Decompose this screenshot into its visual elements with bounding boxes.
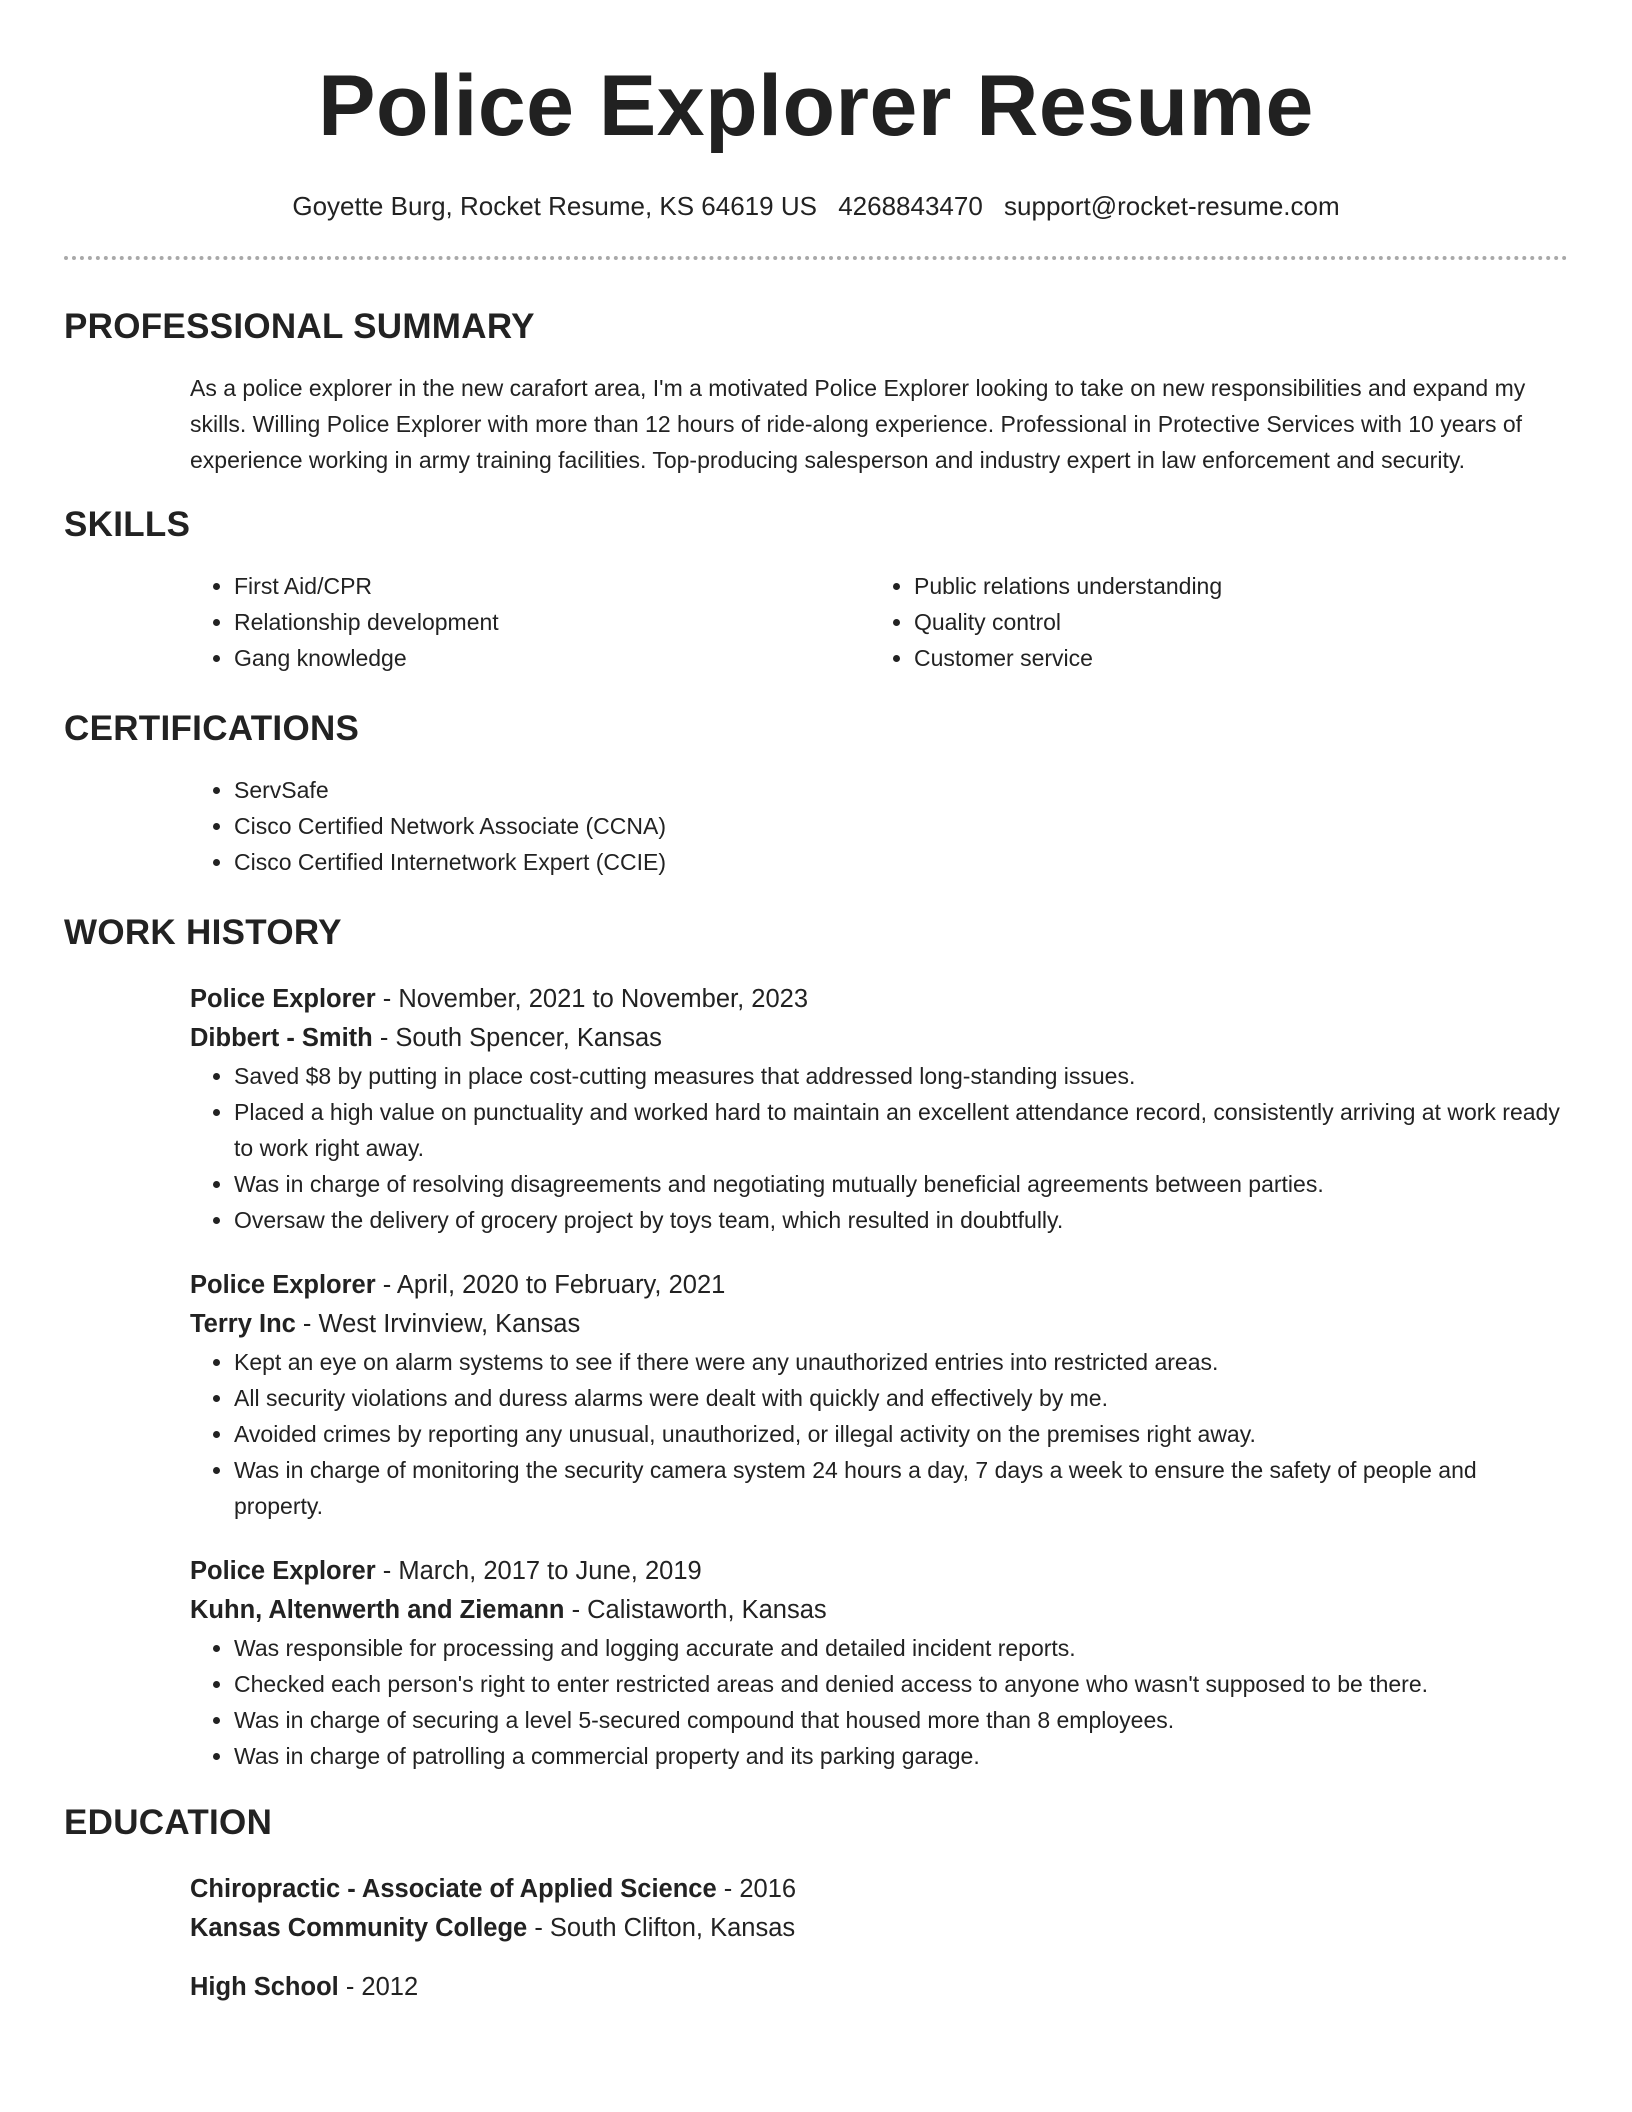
job-bullet: • Kept an eye on alarm systems to see if there were any unauthorized entries into restricted areas. [234,1344,1568,1380]
certifications-list [190,772,1568,880]
job-bullet: • Was in charge of resolving disagreements and negotiating mutually beneficial agreements between parties. [234,1166,1568,1202]
job-bullet: • Was in charge of securing a level 5-secured compound that housed more than 8 employees. [234,1702,1568,1738]
resume-title: Police Explorer Resume [318,58,1314,154]
job-bullet: • Was in charge of monitoring the security camera system 24 hours a day, 7 days a week to ensure the safety of people and property. [234,1452,1568,1524]
contact-line [64,190,1568,222]
job-bullet: • Oversaw the delivery of grocery project by toys team, which resulted in doubtfully. [234,1202,1568,1238]
header-divider [64,256,1568,260]
work-history-list [190,980,1568,1774]
job-bullet: • Was responsible for processing and logging accurate and detailed incident reports. [234,1630,1568,1666]
job-dates: - March, 2017 to June, 2019 [375,1557,702,1585]
job-company: Dibbert - Smith [190,1024,373,1052]
contact-phone: 4268843470 [838,191,983,221]
education-year: - 2016 [716,1875,797,1903]
job-location: - Calistaworth, Kansas [564,1596,827,1624]
certification-item: • ServSafe [234,772,1568,808]
education-degree-line [190,1968,1568,2007]
education-entry [190,1870,1568,1948]
education-degree: Chiropractic - Associate of Applied Science [190,1875,717,1903]
skill-item: • Gang knowledge [234,640,870,676]
job-dates: - November, 2021 to November, 2023 [375,985,809,1013]
job-bullet: • Saved $8 by putting in place cost-cutting measures that addressed long-standing issues. [234,1058,1568,1094]
education-heading: EDUCATION [64,1803,273,1842]
education-school: Kansas Community College [190,1914,528,1942]
summary-heading: PROFESSIONAL SUMMARY [64,307,535,346]
certifications-heading: CERTIFICATIONS [64,709,360,748]
job-entry [190,1266,1568,1524]
education-degree-line [190,1870,1568,1909]
job-title: Police Explorer [190,1557,376,1585]
job-bullet: • Was in charge of patrolling a commercial property and its parking garage. [234,1738,1568,1774]
job-company: Terry Inc [190,1310,296,1338]
job-company-line [190,1591,1568,1630]
job-title-line [190,980,1568,1019]
job-company-line [190,1305,1568,1344]
education-location: - South Clifton, Kansas [527,1914,796,1942]
job-bullet: • Placed a high value on punctuality and worked hard to maintain an excellent attendance record, consistently arriving at work ready to work right away. [234,1094,1568,1166]
job-bullet: • All security violations and duress alarms were dealt with quickly and effectively by me. [234,1380,1568,1416]
education-school-line [190,1909,1568,1948]
skill-item: • First Aid/CPR [234,568,870,604]
skill-item: • Relationship development [234,604,870,640]
job-bullets [190,1058,1568,1238]
skills-column-left [190,568,870,676]
education-list [190,1870,1568,2007]
job-dates: - April, 2020 to February, 2021 [375,1271,726,1299]
job-location: - West Irvinview, Kansas [295,1310,581,1338]
skills-list [190,568,1568,676]
job-location: - South Spencer, Kansas [372,1024,662,1052]
certification-item: • Cisco Certified Internetwork Expert (CCIE) [234,844,1568,880]
job-entry [190,980,1568,1238]
work-history-heading: WORK HISTORY [64,913,342,952]
skill-item: • Quality control [914,604,1550,640]
job-title-line [190,1266,1568,1305]
job-entry [190,1552,1568,1774]
skill-item: • Public relations understanding [914,568,1550,604]
job-company: Kuhn, Altenwerth and Ziemann [190,1596,565,1624]
summary-text: As a police explorer in the new carafort area, I'm a motivated Police Explorer looking to take on new responsibilities and expand my skills. Willing Police Explorer with more than 12 hours of ride-along experience. Professional in Protective Services with 10 years of experience working in army training facilities. Top-producing salesperson and industry expert in law enforcement and security. [190,375,1526,473]
job-bullet: • Avoided crimes by reporting any unusual, unauthorized, or illegal activity on the premises right away. [234,1416,1568,1452]
job-bullets [190,1630,1568,1774]
contact-email: support@rocket-resume.com [1004,191,1340,221]
job-title-line [190,1552,1568,1591]
skills-column-right [870,568,1550,676]
job-title: Police Explorer [190,985,376,1013]
skill-item: • Customer service [914,640,1550,676]
job-bullet: • Checked each person's right to enter restricted areas and denied access to anyone who wasn't supposed to be there. [234,1666,1568,1702]
job-company-line [190,1019,1568,1058]
education-year: - 2012 [338,1973,419,2001]
education-degree: High School [190,1973,339,2001]
contact-address: Goyette Burg, Rocket Resume, KS 64619 US [292,191,817,221]
education-entry [190,1968,1568,2007]
job-bullets [190,1344,1568,1524]
job-title: Police Explorer [190,1271,376,1299]
certification-item: • Cisco Certified Network Associate (CCNA) [234,808,1568,844]
skills-heading: SKILLS [64,505,191,544]
